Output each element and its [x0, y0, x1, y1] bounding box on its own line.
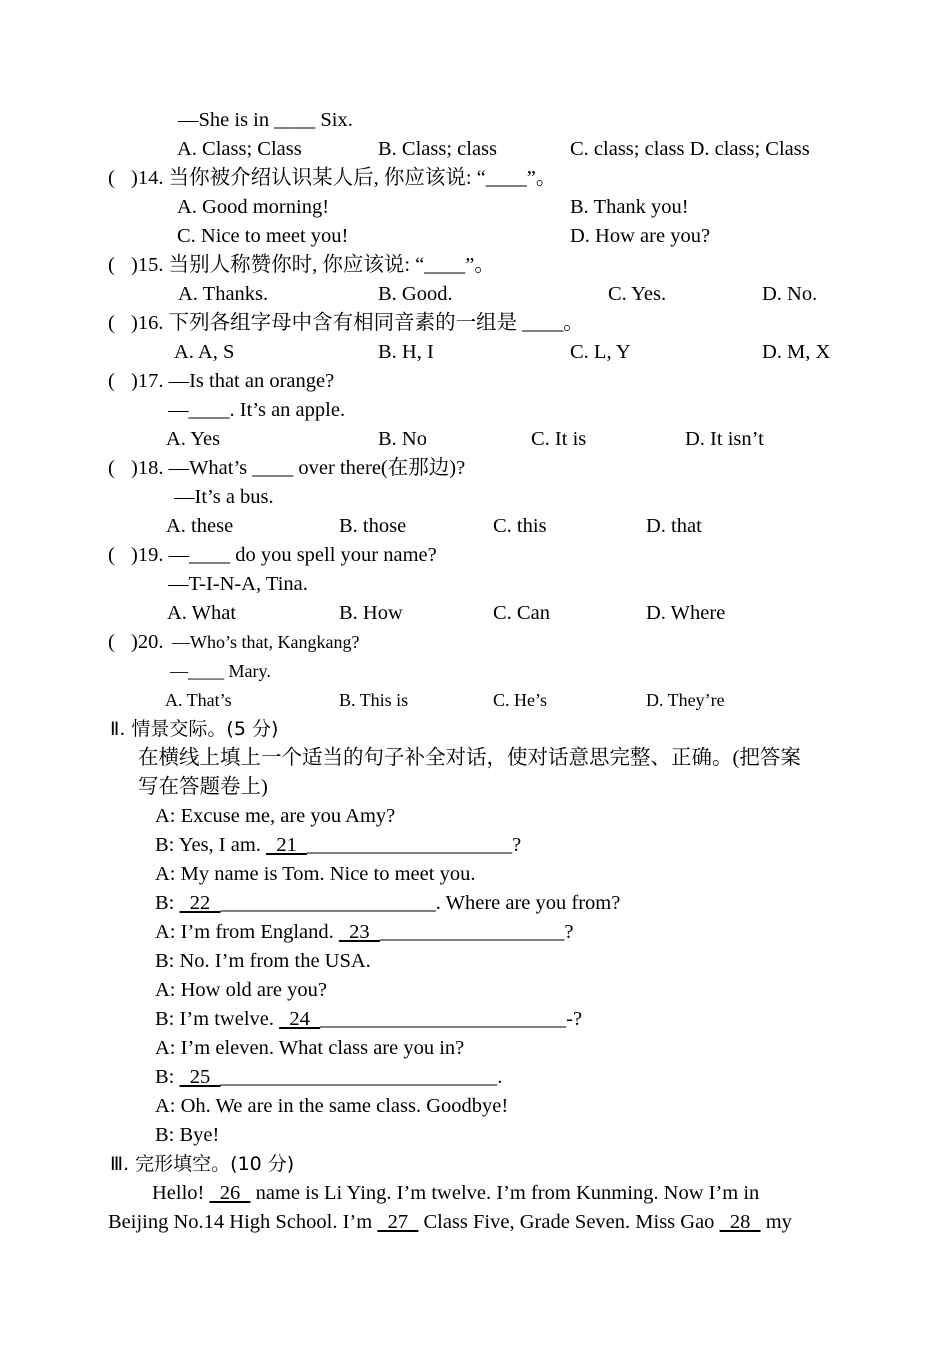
dialogue-pre: B: [155, 892, 180, 914]
blank-28: 28 [719, 1211, 761, 1233]
blank-26: 26 [209, 1182, 251, 1204]
q20-option-c: C. He’s [493, 690, 547, 710]
blank-line: ___________________________ [220, 1066, 498, 1088]
q13-option-a: A. Class; Class [177, 138, 302, 160]
q17-option-c: C. It is [531, 428, 587, 450]
dialogue-pre: A: I’m from England. [155, 921, 339, 943]
dialogue-text [155, 831, 521, 860]
q20-option-d: D. They’re [646, 690, 725, 710]
answer-paren: ( [108, 631, 115, 653]
q14-option-d: D. How are you? [570, 225, 711, 247]
dialogue-post: ? [564, 921, 574, 943]
cloze-text [152, 1179, 759, 1208]
answer-paren: ( [108, 370, 115, 392]
answer-paren: ( [108, 254, 115, 276]
dialogue-text [155, 1005, 582, 1034]
q17-response: —____. It’s an apple. [168, 399, 346, 421]
q15-option-c: C. Yes. [608, 283, 667, 305]
q18-stem-text: )18. —What’s ____ over there(在那边)? [131, 457, 466, 479]
q17-stem-text: )17. —Is that an orange? [131, 370, 335, 392]
q17-option-b: B. No [378, 428, 427, 450]
dialogue-text [155, 918, 574, 947]
dialogue-text: A: Excuse me, are you Amy? [155, 805, 396, 827]
section3-heading: Ⅲ. 完形填空。(10 分) [110, 1153, 295, 1175]
q15-option-a: A. Thanks. [178, 283, 269, 305]
blank-27: 27 [377, 1211, 419, 1233]
q18-option-d: D. that [646, 515, 702, 537]
blank-22: 22 [179, 892, 221, 914]
q19-option-c: C. Can [493, 602, 550, 624]
q20-option-b: B. This is [339, 690, 409, 710]
dialogue-text: B: No. I’m from the USA. [155, 950, 371, 972]
blank-25: 25 [179, 1066, 221, 1088]
blank-21: 21 [266, 834, 308, 856]
dialogue-text [155, 889, 620, 918]
section2-heading: Ⅱ. 情景交际。(5 分) [110, 718, 279, 740]
q18-option-c: C. this [493, 515, 547, 537]
q15-stem-text: )15. 当别人称赞你时, 你应该说: “____”。 [131, 254, 495, 276]
dialogue-text: B: Bye! [155, 1124, 220, 1146]
cloze-seg: Class Five, Grade Seven. Miss Gao [418, 1211, 720, 1233]
q16-stem-text: )16. 下列各组字母中含有相同音素的一组是 ____。 [131, 312, 584, 334]
q18-option-b: B. those [339, 515, 407, 537]
q20-stem-text: —Who’s that, Kangkang? [172, 632, 360, 652]
q13-answer-text: —She is in ____ Six. [178, 109, 353, 131]
q13-option-cd: C. class; class D. class; Class [570, 138, 810, 160]
dialogue-post: -? [566, 1008, 583, 1030]
blank-23: 23 [338, 921, 380, 943]
q19-option-a: A. What [167, 602, 237, 624]
q19-option-b: B. How [339, 602, 403, 624]
cloze-seg: Hello! [152, 1182, 210, 1204]
blank-24: 24 [279, 1008, 321, 1030]
cloze-seg: my [760, 1211, 792, 1233]
q19-stem-text: )19. —____ do you spell your name? [131, 544, 437, 566]
q14-stem-text: )14. 当你被介绍认识某人后, 你应该说: “____”。 [131, 167, 557, 189]
q13-option-b: B. Class; class [378, 138, 498, 160]
blank-line: __________________ [379, 921, 565, 943]
dialogue-post: . Where are you from? [435, 892, 621, 914]
blank-line: _____________________ [220, 892, 436, 914]
blank-line: ________________________ [320, 1008, 567, 1030]
dialogue-text: A: I’m eleven. What class are you in? [155, 1037, 465, 1059]
q18-response: —It’s a bus. [174, 486, 274, 508]
dialogue-text: A: Oh. We are in the same class. Goodbye! [155, 1095, 509, 1117]
q20-response: —____ Mary. [170, 661, 271, 681]
q15-option-b: B. Good. [378, 283, 453, 305]
q15-option-d: D. No. [762, 283, 818, 305]
q16-option-b: B. H, I [378, 341, 434, 363]
q14-option-c: C. Nice to meet you! [177, 225, 349, 247]
cloze-seg: Beijing No.14 High School. I’m [108, 1211, 378, 1233]
blank-line: ____________________ [307, 834, 513, 856]
dialogue-pre: B: Yes, I am. [155, 834, 267, 856]
answer-paren: ( [108, 312, 115, 334]
dialogue-pre: B: I’m twelve. [155, 1008, 280, 1030]
answer-paren: ( [108, 457, 115, 479]
q14-option-a: A. Good morning! [177, 196, 330, 218]
dialogue-pre: B: [155, 1066, 180, 1088]
q19-option-d: D. Where [646, 602, 726, 624]
q19-response: —T-I-N-A, Tina. [168, 573, 308, 595]
q16-option-a: A. A, S [174, 341, 235, 363]
answer-paren: ( [108, 544, 115, 566]
dialogue-post: ? [512, 834, 522, 856]
cloze-seg: name is Li Ying. I’m twelve. I’m from Kunming. Now I’m in [250, 1182, 760, 1204]
q20-option-a: A. That’s [165, 690, 232, 710]
dialogue-post: . [497, 1066, 503, 1088]
q17-option-a: A. Yes [166, 428, 221, 450]
cloze-text [108, 1208, 792, 1237]
q20-stem-num: )20. [131, 631, 164, 653]
section2-instruction-1: 在横线上填上一个适当的句子补全对话，使对话意思完整、正确。(把答案 [138, 747, 801, 769]
q18-option-a: A. these [166, 515, 234, 537]
answer-paren: ( [108, 167, 115, 189]
dialogue-text: A: My name is Tom. Nice to meet you. [155, 863, 476, 885]
q16-option-d: D. M, X [762, 341, 831, 363]
q14-option-b: B. Thank you! [570, 196, 689, 218]
q16-option-c: C. L, Y [570, 341, 631, 363]
section2-instruction-2: 写在答题卷上) [138, 776, 268, 798]
dialogue-text [155, 1063, 502, 1092]
dialogue-text: A: How old are you? [155, 979, 327, 1001]
q17-option-d: D. It isn’t [685, 428, 764, 450]
